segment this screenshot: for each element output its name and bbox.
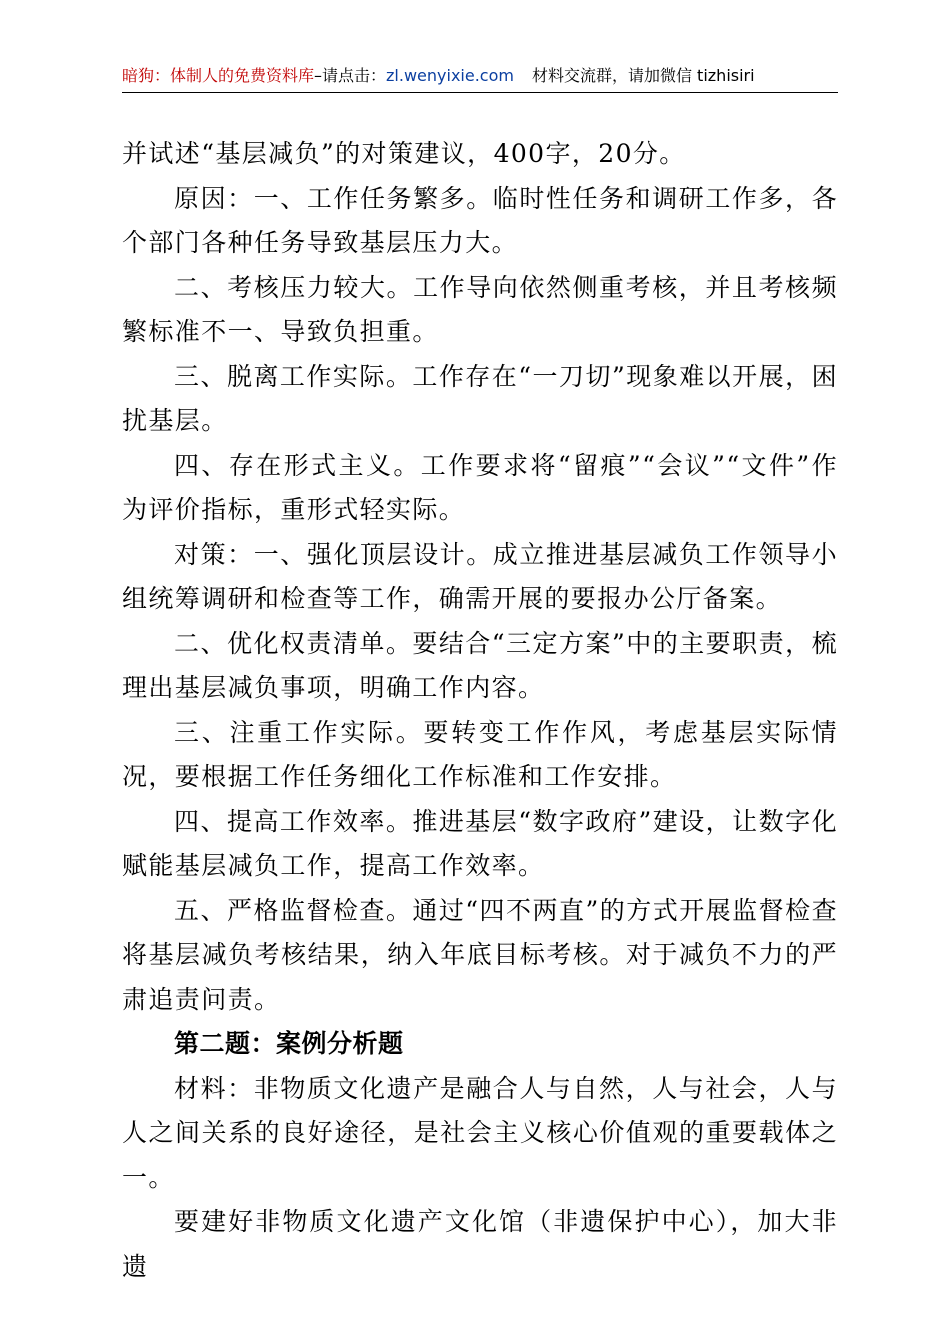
paragraph-measure-2: 二、优化权责清单。要结合“三定方案”中的主要职责，梳理出基层减负事项，明确工作内容。 [122,628,838,702]
header-url-link[interactable]: zl.wenyixie.com [386,66,514,85]
document-body [122,132,838,1289]
section-heading: 第二题：案例分析题 [174,1029,404,1058]
paragraph-measure-3: 三、注重工作实际。要转变工作作风，考虑基层实际情况，要根据工作任务细化工作标准和工作安排。 [122,717,838,791]
paragraph-continuation: 并试述“基层减负”的对策建议，400字，20分。 [122,139,686,168]
paragraph-material: 材料：非物质文化遗产是融合人与自然，人与社会，人与人之间关系的良好途径，是社会主义核心价值观的重要载体之一。 [122,1073,838,1192]
paragraph-measure-4: 四、提高工作效率。推进基层“数字政府”建设，让数字化赋能基层减负工作，提高工作效率。 [122,806,838,880]
paragraph-cause-1: 原因：一、工作任务繁多。临时性任务和调研工作多，各个部门各种任务导致基层压力大。 [122,183,838,257]
paragraph-cause-4: 四、存在形式主义。工作要求将“留痕”“会议”“文件”作为评价指标，重形式轻实际。 [122,450,838,524]
page-header [122,62,838,93]
paragraph-measure-1: 对策：一、强化顶层设计。成立推进基层减负工作领导小组统筹调研和检查等工作，确需开展的要报办公厅备案。 [122,539,838,613]
header-dash-text: –请点击： [314,66,387,85]
header-site-name: 暗狗：体制人的免费资料库 [122,66,315,85]
header-contact: 材料交流群，请加微信 tizhisiri [531,66,755,85]
paragraph-measure-5: 五、严格监督检查。通过“四不两直”的方式开展监督检查将基层减负考核结果，纳入年底目标考核。对于减负不力的严肃追责问责。 [122,895,838,1014]
paragraph-cause-2: 二、考核压力较大。工作导向依然侧重考核，并且考核频繁标准不一、导致负担重。 [122,272,838,346]
paragraph-material-cont: 要建好非物质文化遗产文化馆（非遗保护中心），加大非遗 [122,1207,838,1281]
paragraph-cause-3: 三、脱离工作实际。工作存在“一刀切”现象难以开展，困扰基层。 [122,361,838,435]
